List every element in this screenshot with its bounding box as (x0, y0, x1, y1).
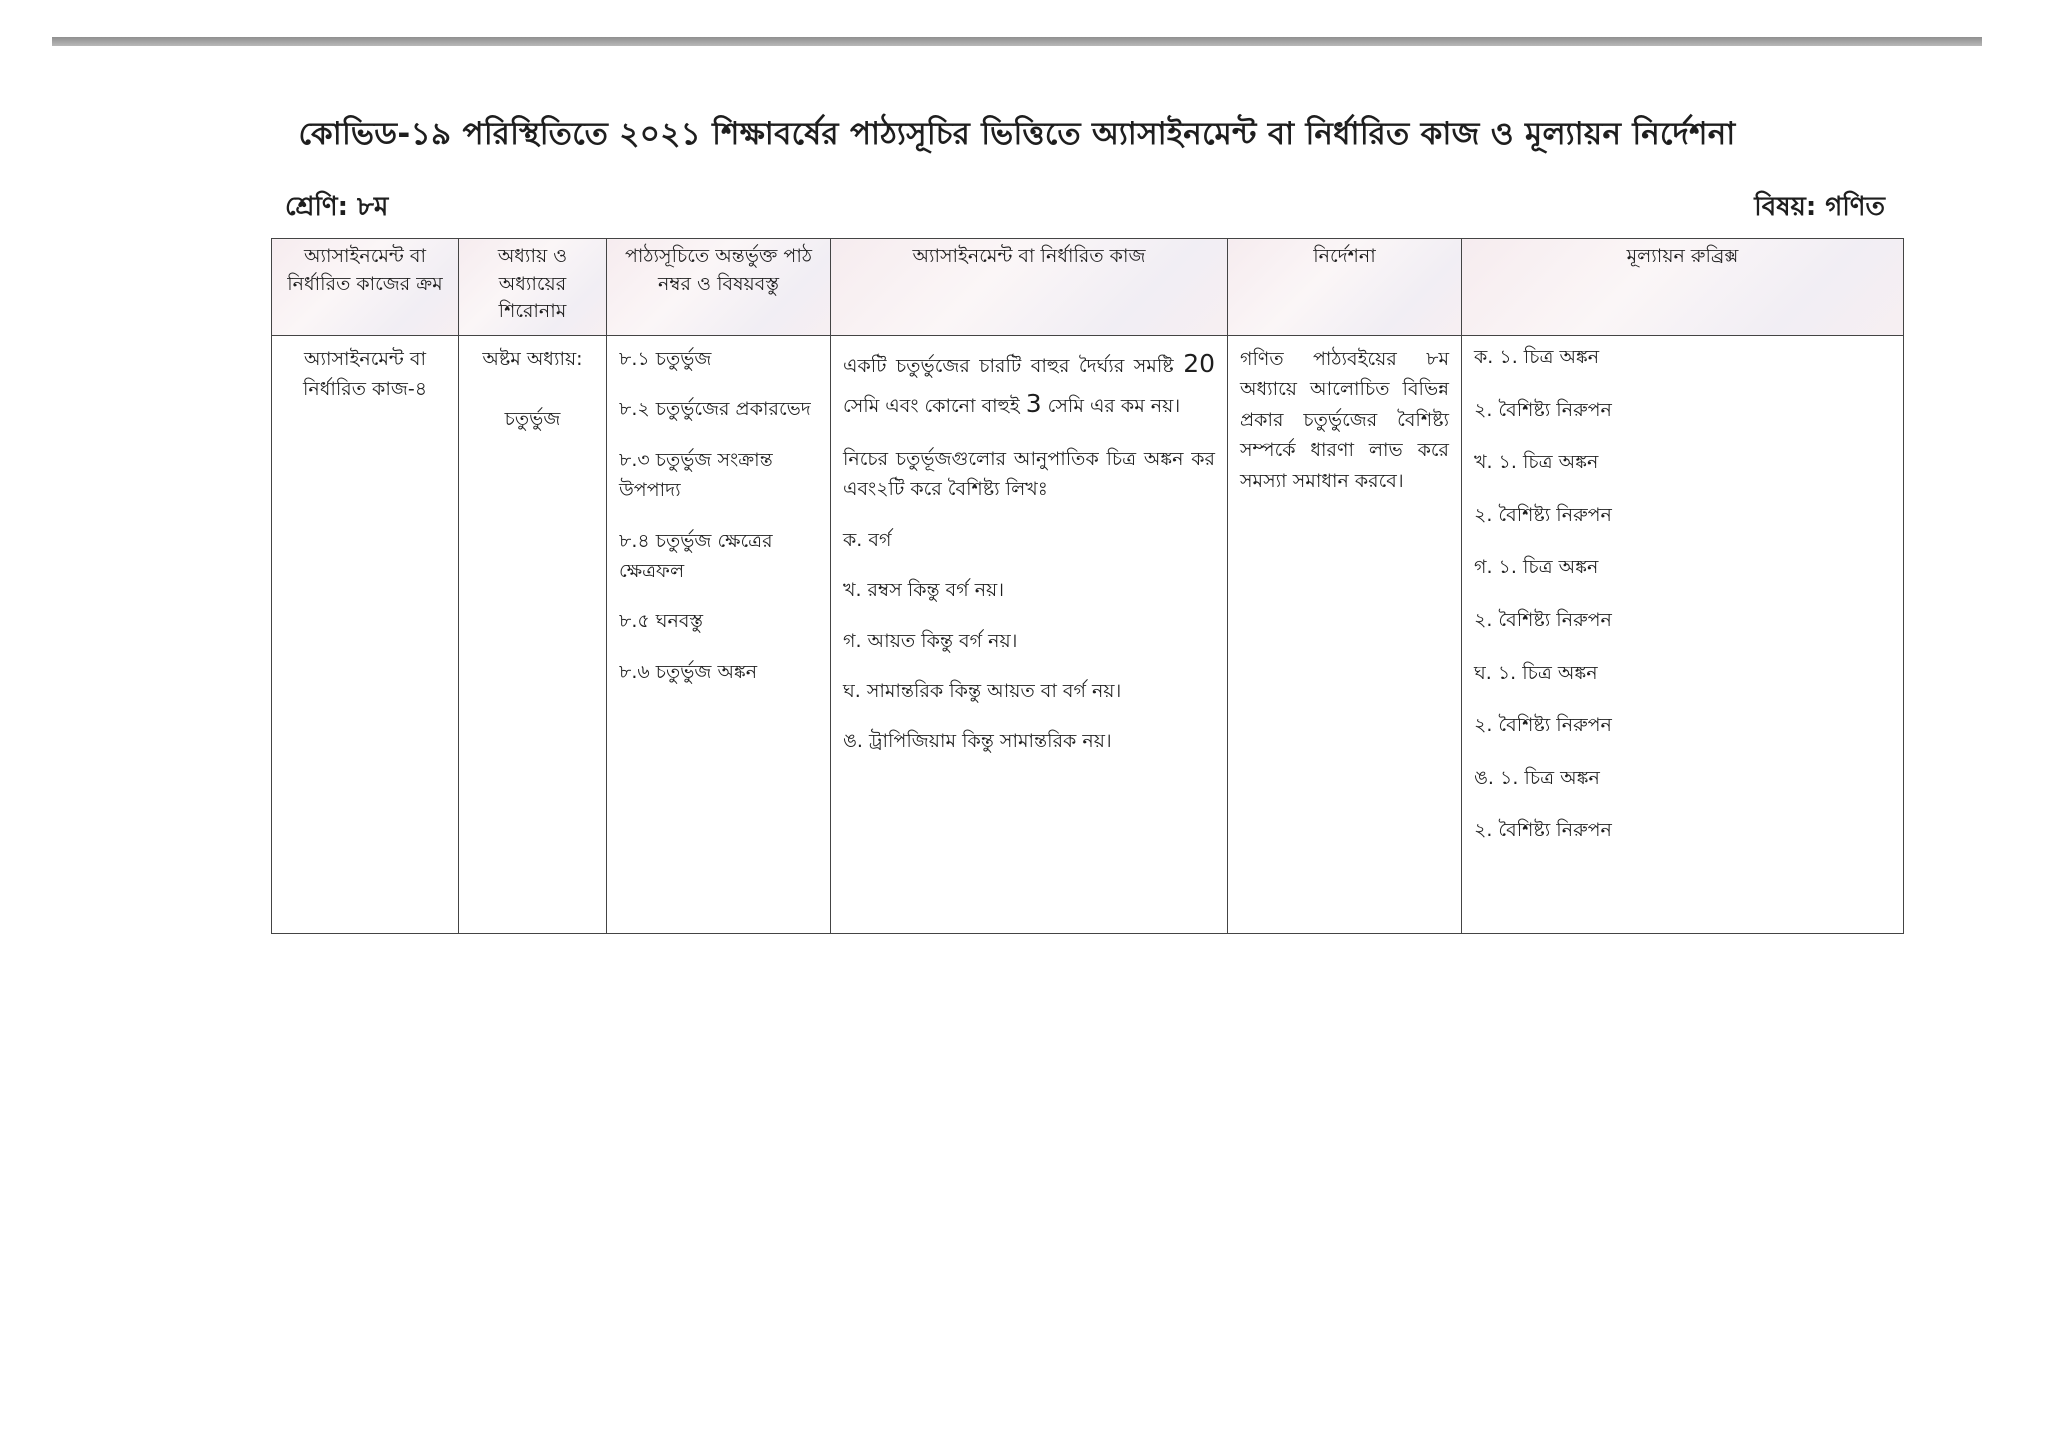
task-item: গ. আয়ত কিন্তু বর্গ নয়। (843, 629, 1018, 652)
rubric-item: ২. বৈশিষ্ট্য নিরুপন (1474, 398, 1612, 421)
table-header-row (272, 239, 1904, 336)
assignment-no: অ্যাসাইনমেন্ট বা নির্ধারিত কাজ-৪ (302, 348, 428, 401)
rubric-item: ২. বৈশিষ্ট্য নিরুপন (1474, 714, 1612, 737)
task-intro: একটি চতুর্ভুজের চারটি বাহুর দৈর্ঘ্যর সমষ্টি 20 সেমি এবং কোনো বাহুই 3 সেমি এর কম নয়। (843, 349, 1215, 418)
header-task: অ্যাসাইনমেন্ট বা নির্ধারিত কাজ (831, 239, 1228, 336)
guidance-text: গণিত পাঠ্যবইয়ের ৮ম অধ্যায়ে আলোচিত বিভিন্ন প্রকার চতুর্ভুজের বৈশিষ্ট্য সম্পর্কে ধারণা লাভ করে সমস্যা সমাধান করবে। (1240, 348, 1449, 492)
cell-lessons (607, 336, 831, 934)
rubric-item: ২. বৈশিষ্ট্য নিরুপন (1474, 503, 1612, 526)
header-rubrics: মূল্যায়ন রুব্রিক্স (1462, 239, 1904, 336)
lesson-item: ৮.৪ চতুর্ভুজ ক্ষেত্রের ক্ষেত্রফল (619, 529, 773, 582)
class-label: শ্রেণি: ৮ম (285, 192, 389, 222)
rubric-item: গ. ১. চিত্র অঙ্কন (1474, 556, 1599, 579)
cell-task (831, 336, 1228, 934)
rubric-item: ঘ. ১. চিত্র অঙ্কন (1474, 661, 1598, 684)
cell-rubrics (1462, 336, 1904, 934)
lesson-item: ৮.৩ চতুর্ভুজ সংক্রান্ত উপপাদ্য (619, 448, 773, 502)
chapter-no: অষ্টম অধ্যায়: (482, 348, 583, 370)
sum-value: 20 (1183, 349, 1215, 378)
rubric-item: খ. ১. চিত্র অঙ্কন (1474, 451, 1599, 474)
lesson-item: ৮.১ চতুর্ভুজ (619, 348, 712, 370)
task-item: ঘ. সামান্তরিক কিন্তু আয়ত বা বর্গ নয়। (843, 679, 1122, 702)
min-value: 3 (1025, 389, 1042, 418)
scan-edge-shadow (52, 37, 1982, 46)
cell-guidance (1228, 336, 1462, 934)
subject-label: বিষয়: গণিত (1754, 192, 1885, 222)
task-item: ঙ. ট্রাপিজিয়াম কিন্তু সামান্তরিক নয়। (843, 730, 1112, 753)
lesson-item: ৮.২ চতুর্ভুজের প্রকারভেদ (619, 398, 811, 421)
task-item: ক. বর্গ (843, 528, 892, 551)
header-guidance: নির্দেশনা (1228, 239, 1462, 336)
header-chapter: অধ্যায় ও অধ্যায়ের শিরোনাম (459, 239, 607, 336)
chapter-title: চতুর্ভুজ (504, 408, 561, 431)
task-instruction: নিচের চতুর্ভূজগুলোর আনুপাতিক চিত্র অঙ্কন কর এবং২টি করে বৈশিষ্ট্য লিখঃ (843, 448, 1215, 501)
rubric-item: ক. ১. চিত্র অঙ্কন (1474, 346, 1600, 368)
document-title: কোভিড-১৯ পরিস্থিতিতে ২০২১ শিক্ষাবর্ষের পাঠ্যসূচির ভিত্তিতে অ্যাসাইনমেন্ট বা নির্ধারিত কাজ ও মূল্যায়ন নির্দেশনা (298, 116, 1736, 152)
lesson-item: ৮.৬ চতুর্ভুজ অঙ্কন (619, 660, 758, 683)
header-assignment-order: অ্যাসাইনমেন্ট বা নির্ধারিত কাজের ক্রম (272, 239, 459, 336)
assignment-table (271, 238, 1904, 934)
header-lessons: পাঠ্যসূচিতে অন্তর্ভুক্ত পাঠ নম্বর ও বিষয়বস্তু (607, 239, 831, 336)
task-item: খ. রম্বস কিন্তু বর্গ নয়। (843, 579, 1005, 602)
rubric-item: ঙ. ১. চিত্র অঙ্কন (1474, 766, 1600, 789)
cell-assignment-no (272, 336, 459, 934)
rubric-item: ২. বৈশিষ্ট্য নিরুপন (1474, 608, 1612, 631)
table-row (272, 336, 1904, 934)
cell-chapter (459, 336, 607, 934)
lesson-item: ৮.৫ ঘনবস্তু (619, 610, 704, 633)
rubric-item: ২. বৈশিষ্ট্য নিরুপন (1474, 819, 1612, 842)
